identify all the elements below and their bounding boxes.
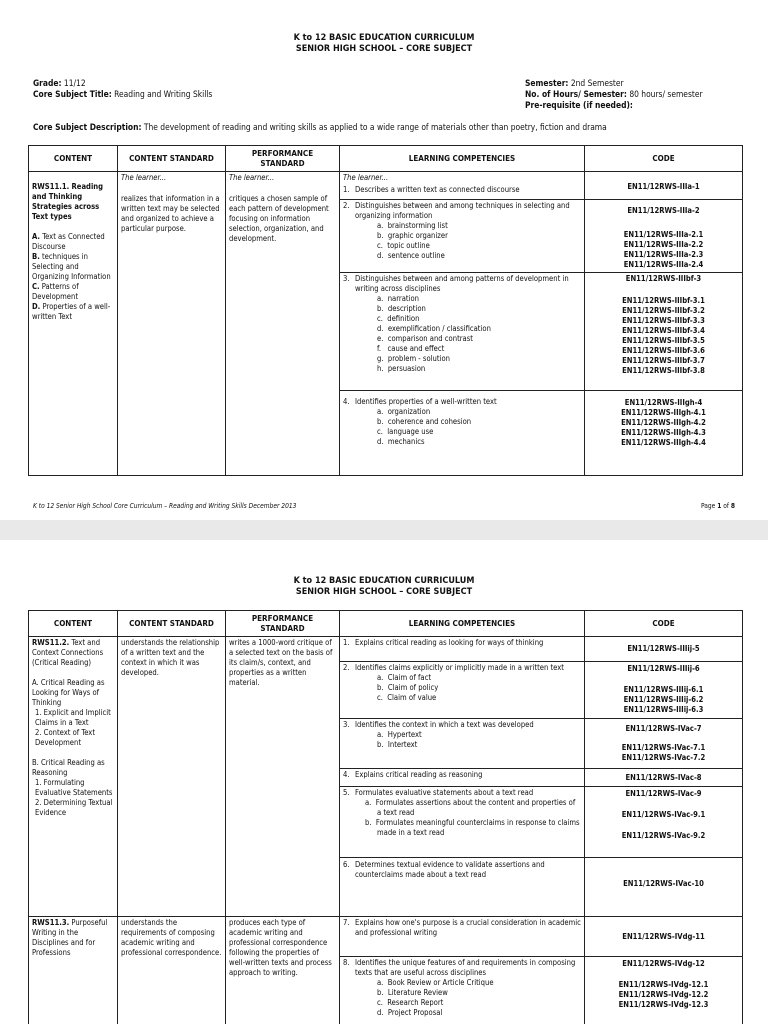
code-value: EN11/12RWS-IIIgh-4.1 (621, 408, 706, 417)
code-value: EN11/12RWS-IIIa-1 (627, 182, 700, 191)
table-row (29, 172, 743, 476)
subject-description (33, 122, 607, 132)
curriculum-subtitle: SENIOR HIGH SCHOOL – CORE SUBJECT (295, 44, 473, 54)
hours-value: 80 hours/ semester (629, 89, 703, 99)
code-value: EN11/12RWS-IIIgh-4.3 (621, 428, 706, 437)
code-value: EN11/12RWS-IIIbf-3.8 (622, 366, 705, 375)
performance-standard-cell (226, 172, 340, 476)
table-row (29, 637, 743, 917)
competency-item: 1. Explains critical reading as looking for ways of thinking (343, 638, 544, 647)
col-performance-standard: PERFORMANCE STANDARD (226, 611, 340, 637)
col-learning-competencies: LEARNING COMPETENCIES (340, 146, 585, 172)
competency-block (340, 172, 584, 199)
semester-label: Semester: (525, 78, 569, 88)
document-page-2 (0, 540, 768, 1024)
code-value: EN11/12RWS-IVac-9.2 (621, 831, 706, 840)
content-item: D. Properties of a well-written Text (32, 302, 111, 321)
code-cell (585, 172, 743, 476)
code-value: EN11/12RWS-IVdg-12.2 (618, 990, 709, 999)
code-block (585, 272, 742, 390)
description-label: Core Subject Description: (33, 122, 142, 132)
code-value: EN11/12RWS-IIIa-2.3 (623, 250, 704, 259)
code-block (585, 786, 742, 857)
competency-subitem: a. Hypertext (377, 730, 422, 739)
content-standard-cell (118, 172, 226, 476)
code-cell (585, 917, 743, 1024)
hours-line (525, 89, 703, 100)
code-value: EN11/12RWS-IIIbf-3 (625, 274, 702, 283)
curriculum-table-2 (28, 610, 743, 1024)
code-block (585, 718, 742, 768)
learner-note: The learner... (121, 173, 167, 182)
competency-item: 3. Distinguishes between and among patterns of development in writing across disciplines (343, 274, 569, 293)
code-cell (585, 637, 743, 917)
code-value: EN11/12RWS-IVac-7.1 (621, 743, 706, 752)
curriculum-subtitle: SENIOR HIGH SCHOOL – CORE SUBJECT (295, 587, 473, 597)
code-value: EN11/12RWS-IVac-7.2 (621, 753, 706, 762)
content-item: C. Patterns of Development (32, 282, 79, 301)
code-block (585, 172, 742, 199)
competency-subitem: c. Claim of value (377, 693, 437, 702)
code-value: EN11/12RWS-IIIgh-4 (624, 398, 703, 407)
competency-block (340, 768, 584, 786)
curriculum-title: K to 12 BASIC EDUCATION CURRICULUM (293, 576, 475, 586)
code-value: EN11/12RWS-IIIbf-3.3 (622, 316, 705, 325)
col-content-standard: CONTENT STANDARD (118, 611, 226, 637)
footer-title: K to 12 Senior High School Core Curriculum (33, 502, 163, 510)
content-item: 2. Context of Text Development (35, 728, 96, 747)
subject-title-label: Core Subject Title: (33, 89, 112, 99)
performance-standard-cell: produces each type of academic writing and professional correspondence following the properties of well-written texts and process approach to writing. (226, 917, 340, 1024)
competency-subitem: h. persuasion (377, 364, 426, 373)
page-number: Page 1 of 8 (700, 502, 735, 510)
content-title: RWS11.1. Reading and Thinking Strategies across Text types (32, 182, 104, 221)
code-value: EN11/12RWS-IVdg-12 (622, 959, 705, 968)
competency-subitem: c. Research Report (377, 998, 444, 1007)
curriculum-table-1 (28, 145, 743, 476)
content-item: 1. Formulating Evaluative Statements (35, 778, 113, 797)
code-value: EN11/12RWS-IVac-10 (623, 879, 704, 888)
col-performance-standard: PERFORMANCE STANDARD (226, 146, 340, 172)
content-item: B. techniques in Selecting and Organizing Information (32, 252, 111, 281)
col-code: CODE (585, 146, 743, 172)
competency-item: 7. Explains how one's purpose is a crucial consideration in academic and professional writing (343, 918, 581, 937)
competency-block (340, 199, 584, 272)
competency-block (340, 637, 584, 661)
competency-subitem: c. topic outline (377, 241, 430, 250)
competency-block (340, 956, 584, 1020)
performance-standard-cell: writes a 1000-word critique of a selected text on the basis of its claim/s, context, and properties as a written material. (226, 637, 340, 917)
code-block (585, 390, 742, 449)
competency-subitem: a. brainstorming list (377, 221, 448, 230)
competency-block (340, 272, 584, 390)
grade-line (33, 78, 86, 89)
competency-subitem: d. sentence outline (377, 251, 445, 260)
prerequisite-line (525, 100, 633, 111)
prerequisite-label: Pre-requisite (if needed): (525, 100, 633, 110)
competency-block (340, 786, 584, 857)
subject-title-value: Reading and Writing Skills (114, 89, 213, 99)
competency-item: 1. Describes a written text as connected discourse (343, 185, 520, 194)
competency-subitem: b. Intertext (377, 740, 418, 749)
content-item: B. Critical Reading as Reasoning (32, 758, 105, 777)
code-value: EN11/12RWS-IIIgh-4.2 (621, 418, 706, 427)
col-content: CONTENT (29, 611, 118, 637)
code-value: EN11/12RWS-IIIa-2.1 (623, 230, 704, 239)
competency-subitem: a. Book Review or Article Critique (377, 978, 494, 987)
code-value: EN11/12RWS-IIIij-6.3 (623, 705, 704, 714)
hours-label: No. of Hours/ Semester: (525, 89, 627, 99)
curriculum-title: K to 12 BASIC EDUCATION CURRICULUM (293, 33, 475, 43)
competency-subitem: a. narration (377, 294, 419, 303)
code-value: EN11/12RWS-IIIbf-3.5 (622, 336, 705, 345)
competency-item: 5. Formulates evaluative statements about a text read (343, 788, 534, 797)
col-content-standard: CONTENT STANDARD (118, 146, 226, 172)
code-value: EN11/12RWS-IIIbf-3.2 (622, 306, 705, 315)
footer-subtitle: – Reading and Writing Skills December 2013 (162, 502, 297, 510)
table-row (29, 917, 743, 1024)
code-value: EN11/12RWS-IVac-9.1 (621, 810, 706, 819)
competency-item: 2. Identifies claims explicitly or implicitly made in a written text (343, 663, 564, 672)
code-value: EN11/12RWS-IIIij-5 (627, 644, 700, 653)
code-block (585, 199, 742, 272)
content-item: A. Critical Reading as Looking for Ways of Thinking (32, 678, 105, 707)
code-value: EN11/12RWS-IVac-9 (625, 789, 702, 798)
competency-subitem: e. comparison and contrast (377, 334, 473, 343)
competency-item: 6. Determines textual evidence to validate assertions and counterclaims made about a text read (343, 860, 545, 879)
content-item: A. Text as Connected Discourse (32, 232, 105, 251)
competencies-cell (340, 917, 585, 1024)
code-value: EN11/12RWS-IIIbf-3.4 (622, 326, 705, 335)
code-value: EN11/12RWS-IIIgh-4.4 (621, 438, 706, 447)
learner-note: The learner... (229, 173, 275, 182)
code-value: EN11/12RWS-IVdg-11 (622, 932, 705, 941)
col-content: CONTENT (29, 146, 118, 172)
competency-item: 3. Identifies the context in which a text was developed (343, 720, 534, 729)
content-standard-text: realizes that information in a written text may be selected and organized to achieve a particular purpose. (121, 194, 220, 233)
competency-subitem: a. Formulates assertions about the content and properties of a text read (365, 798, 576, 817)
content-title: RWS11.2. Text and Context Connections (Critical Reading) (32, 638, 104, 667)
competency-subitem: b. coherence and cohesion (377, 417, 472, 426)
code-value: EN11/12RWS-IIIij-6 (627, 664, 700, 673)
code-block (585, 956, 742, 1011)
competency-block (340, 857, 584, 882)
competency-subitem: g. problem - solution (377, 354, 450, 363)
content-standard-cell: understands the requirements of composing academic writing and professional correspondence. (118, 917, 226, 1024)
subject-title-line (33, 89, 212, 100)
competency-item: 2. Distinguishes between and among techniques in selecting and organizing information (343, 201, 570, 220)
competency-subitem: d. Project Proposal (377, 1008, 443, 1017)
grade-value: 11/12 (63, 78, 86, 88)
code-value: EN11/12RWS-IIIa-2 (627, 206, 700, 215)
competency-subitem: a. Claim of fact (377, 673, 432, 682)
competency-subitem: b. graphic organizer (377, 231, 448, 240)
competency-subitem: c. definition (377, 314, 420, 323)
competency-subitem: c. language use (377, 427, 434, 436)
code-value: EN11/12RWS-IIIbf-3.1 (622, 296, 705, 305)
col-learning-competencies: LEARNING COMPETENCIES (340, 611, 585, 637)
competency-item: 8. Identifies the unique features of and requirements in composing texts that are useful across disciplines (343, 958, 576, 977)
code-value: EN11/12RWS-IVdg-12.3 (618, 1000, 709, 1009)
content-item: 2. Determining Textual Evidence (35, 798, 113, 817)
competency-subitem: d. exemplification / classification (377, 324, 491, 333)
code-block (585, 768, 742, 786)
code-block (585, 637, 742, 661)
competencies-cell (340, 172, 585, 476)
content-item: 1. Explicit and Implicit Claims in a Text (35, 708, 111, 727)
competency-block (340, 390, 584, 449)
code-value: EN11/12RWS-IVac-7 (625, 724, 702, 733)
performance-standard-text: critiques a chosen sample of each pattern of development focusing on information selection, organization, and development. (229, 194, 329, 243)
code-block (585, 857, 742, 890)
semester-value: 2nd Semester (570, 78, 624, 88)
table-header-row (29, 146, 743, 172)
semester-line (525, 78, 624, 89)
code-block (585, 917, 742, 956)
code-block (585, 661, 742, 718)
competency-subitem: a. organization (377, 407, 431, 416)
competency-block (340, 917, 584, 956)
code-value: EN11/12RWS-IIIa-2.2 (623, 240, 704, 249)
code-value: EN11/12RWS-IVdg-12.1 (618, 980, 709, 989)
content-cell (29, 172, 118, 476)
code-value: EN11/12RWS-IVac-8 (625, 773, 702, 782)
content-cell (29, 917, 118, 1024)
code-value: EN11/12RWS-IIIij-6.2 (623, 695, 704, 704)
grade-label: Grade: (33, 78, 62, 88)
code-value: EN11/12RWS-IIIbf-3.6 (622, 346, 705, 355)
competency-subitem: b. description (377, 304, 426, 313)
description-value: The development of reading and writing skills as applied to a wide range of materials other than poetry, fiction and drama (143, 122, 607, 132)
content-title: RWS11.3. Purposeful Writing in the Disciplines and for Professions (32, 918, 108, 957)
learner-note: The learner... (343, 173, 389, 182)
table-header-row (29, 611, 743, 637)
page-separator (0, 520, 768, 540)
competency-subitem: b. Literature Review (377, 988, 448, 997)
competency-item: 4. Identifies properties of a well-written text (343, 397, 497, 406)
content-standard-cell: understands the relationship of a written text and the context in which it was developed. (118, 637, 226, 917)
competency-subitem: f. cause and effect (377, 344, 445, 353)
competency-subitem: b. Claim of policy (377, 683, 439, 692)
competencies-cell (340, 637, 585, 917)
competency-item: 4. Explains critical reading as reasoning (343, 770, 483, 779)
competency-subitem: b. Formulates meaningful counterclaims in response to claims made in a text read (365, 818, 580, 837)
code-value: EN11/12RWS-IIIa-2.4 (623, 260, 704, 269)
code-value: EN11/12RWS-IIIbf-3.7 (622, 356, 705, 365)
content-cell (29, 637, 118, 917)
page-footer (33, 502, 735, 510)
competency-subitem: d. mechanics (377, 437, 425, 446)
competency-block (340, 661, 584, 718)
col-code: CODE (585, 611, 743, 637)
code-value: EN11/12RWS-IIIij-6.1 (623, 685, 704, 694)
competency-block (340, 718, 584, 768)
